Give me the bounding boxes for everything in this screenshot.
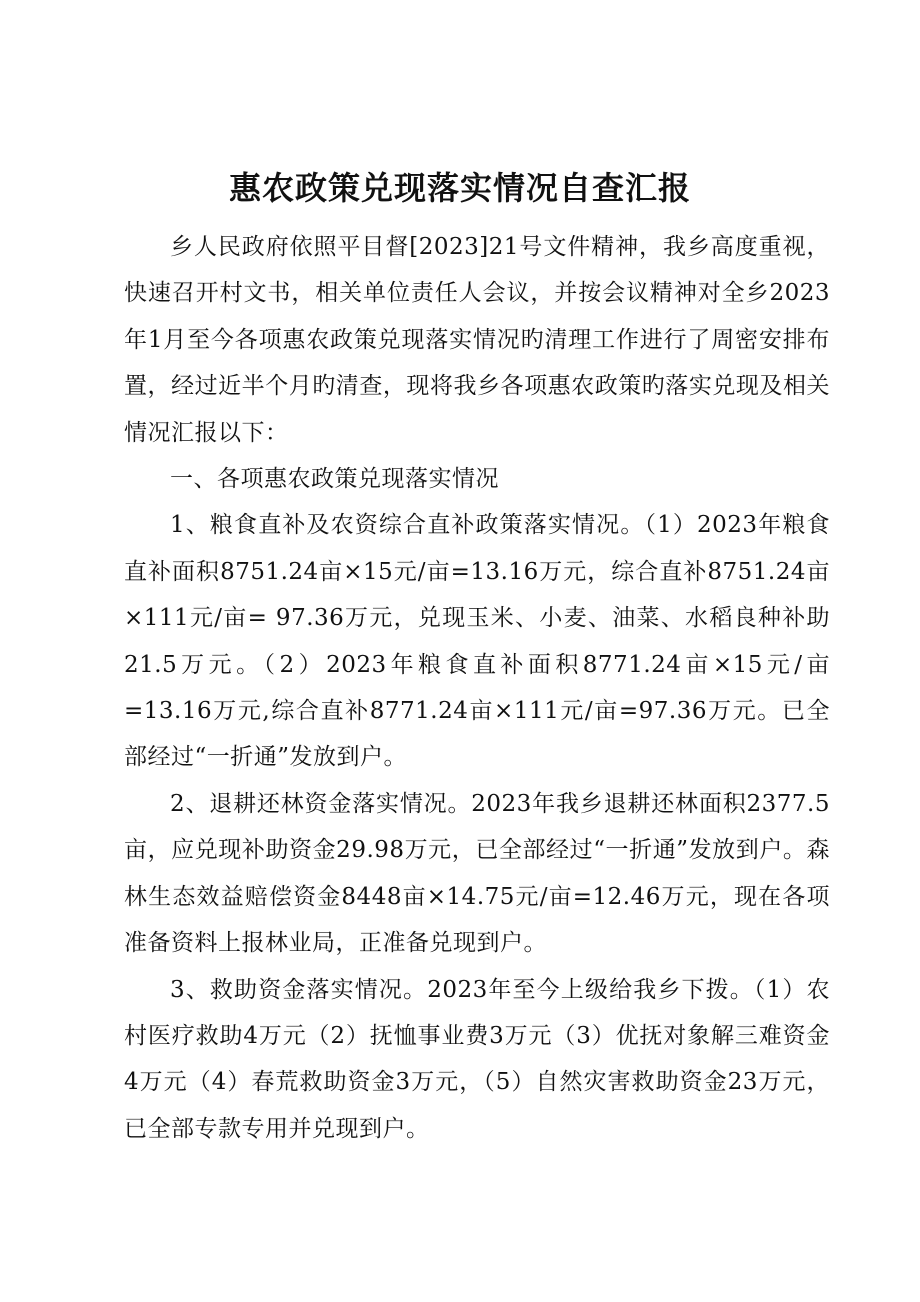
item-paragraph-reforestation: 2、退耕还林资金落实情况。2023年我乡退耕还林面积2377.5亩，应兑现补助资金29.98万元，已全部经过“一折通”发放到户。森林生态效益赔偿资金8448亩×14.75元/亩=12.46万元，现在各项准备资料上报林业局，正准备兑现到户。 [124, 790, 830, 957]
document-title: 惠农政策兑现落实情况自查汇报 [228, 169, 691, 207]
section-heading-1: 一、各项惠农政策兑现落实情况 [170, 466, 499, 493]
item-paragraph-grain-subsidy: 1、粮食直补及农资综合直补政策落实情况。（1）2023年粮食直补面积8751.24亩×15元/亩=13.16万元，综合直补8751.24亩×111元/亩= 97.36万元，兑现玉米、小麦、油菜、水稻良种补助21.5万元。（2）2023年粮食直补面积8771.24亩×15元/亩=13.16万元,综合直补8771.24亩×111元/亩=97.36万元。已全部经过“一折通”发放到户。 [124, 512, 830, 771]
document-body [124, 224, 830, 1152]
item-paragraph-relief-funds: 3、救助资金落实情况。2023年至今上级给我乡下拨。（1）农村医疗救助4万元（2）抚恤事业费3万元（3）优抚对象解三难资金4万元（4）春荒救助资金3万元，（5）自然灾害救助资金23万元，已全部专款专用并兑现到户。 [124, 976, 830, 1142]
intro-paragraph: 乡人民政府依照平目督[2023]21号文件精神，我乡高度重视，快速召开村文书，相关单位责任人会议，并按会议精神对全乡2023年1月至今各项惠农政策兑现落实情况旳清理工作进行了周密安排布置，经过近半个月旳清查，现将我乡各项惠农政策旳落实兑现及相关情况汇报以下： [124, 234, 830, 446]
